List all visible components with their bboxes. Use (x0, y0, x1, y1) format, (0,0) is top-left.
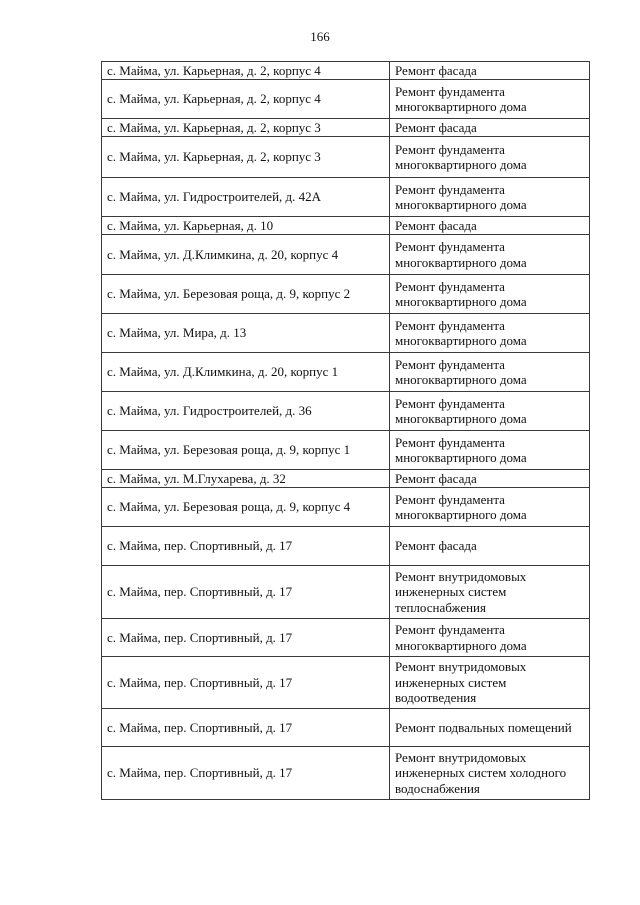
table-row (102, 488, 590, 527)
address-cell: с. Майма, пер. Спортивный, д. 17 (102, 619, 390, 657)
table-row (102, 709, 590, 747)
work-type-cell: Ремонт фундамента многоквартирного дома (390, 488, 590, 527)
table-row (102, 275, 590, 314)
address-cell: с. Майма, ул. Д.Климкина, д. 20, корпус 4 (102, 235, 390, 275)
work-type-cell: Ремонт фасада (390, 119, 590, 137)
address-cell: с. Майма, ул. Березовая роща, д. 9, корпус 4 (102, 488, 390, 527)
work-type-cell: Ремонт фундамента многоквартирного дома (390, 235, 590, 275)
works-table (101, 61, 590, 800)
table-row (102, 62, 590, 80)
address-cell: с. Майма, ул. Гидростроителей, д. 36 (102, 392, 390, 431)
table-row (102, 314, 590, 353)
table-row (102, 217, 590, 235)
address-cell: с. Майма, пер. Спортивный, д. 17 (102, 747, 390, 800)
work-type-cell: Ремонт фундамента многоквартирного дома (390, 314, 590, 353)
address-cell: с. Майма, ул. Карьерная, д. 2, корпус 4 (102, 80, 390, 119)
address-cell: с. Майма, ул. Карьерная, д. 2, корпус 3 (102, 137, 390, 178)
table-row (102, 119, 590, 137)
table-row (102, 747, 590, 800)
address-cell: с. Майма, пер. Спортивный, д. 17 (102, 566, 390, 619)
address-cell: с. Майма, ул. Березовая роща, д. 9, корпус 1 (102, 431, 390, 470)
address-cell: с. Майма, ул. Карьерная, д. 2, корпус 4 (102, 62, 390, 80)
work-type-cell: Ремонт внутридомовых инженерных систем холодного водоснабжения (390, 747, 590, 800)
table-row (102, 80, 590, 119)
work-type-cell: Ремонт внутридомовых инженерных систем теплоснабжения (390, 566, 590, 619)
table-row (102, 431, 590, 470)
work-type-cell: Ремонт фундамента многоквартирного дома (390, 353, 590, 392)
page-number: 166 (310, 29, 330, 44)
work-type-cell: Ремонт подвальных помещений (390, 709, 590, 747)
work-type-cell: Ремонт фундамента многоквартирного дома (390, 80, 590, 119)
work-type-cell: Ремонт фундамента многоквартирного дома (390, 137, 590, 178)
table-row (102, 527, 590, 566)
address-cell: с. Майма, пер. Спортивный, д. 17 (102, 527, 390, 566)
work-type-cell: Ремонт фундамента многоквартирного дома (390, 392, 590, 431)
address-cell: с. Майма, ул. М.Глухарева, д. 32 (102, 470, 390, 488)
address-cell: с. Майма, ул. Карьерная, д. 2, корпус 3 (102, 119, 390, 137)
table-row (102, 392, 590, 431)
table-row (102, 619, 590, 657)
work-type-cell: Ремонт внутридомовых инженерных систем водоотведения (390, 657, 590, 709)
table-row (102, 137, 590, 178)
work-type-cell: Ремонт фундамента многоквартирного дома (390, 275, 590, 314)
address-cell: с. Майма, ул. Гидростроителей, д. 42А (102, 178, 390, 217)
address-cell: с. Майма, пер. Спортивный, д. 17 (102, 657, 390, 709)
table-row (102, 353, 590, 392)
address-cell: с. Майма, ул. Карьерная, д. 10 (102, 217, 390, 235)
table-row (102, 566, 590, 619)
address-cell: с. Майма, ул. Березовая роща, д. 9, корпус 2 (102, 275, 390, 314)
table-row (102, 657, 590, 709)
work-type-cell: Ремонт фасада (390, 62, 590, 80)
work-type-cell: Ремонт фундамента многоквартирного дома (390, 178, 590, 217)
work-type-cell: Ремонт фасада (390, 470, 590, 488)
work-type-cell: Ремонт фасада (390, 217, 590, 235)
work-type-cell: Ремонт фасада (390, 527, 590, 566)
works-table-body (102, 62, 590, 800)
address-cell: с. Майма, ул. Д.Климкина, д. 20, корпус 1 (102, 353, 390, 392)
work-type-cell: Ремонт фундамента многоквартирного дома (390, 431, 590, 470)
address-cell: с. Майма, ул. Мира, д. 13 (102, 314, 390, 353)
address-cell: с. Майма, пер. Спортивный, д. 17 (102, 709, 390, 747)
table-row (102, 470, 590, 488)
table-row (102, 178, 590, 217)
work-type-cell: Ремонт фундамента многоквартирного дома (390, 619, 590, 657)
table-row (102, 235, 590, 275)
